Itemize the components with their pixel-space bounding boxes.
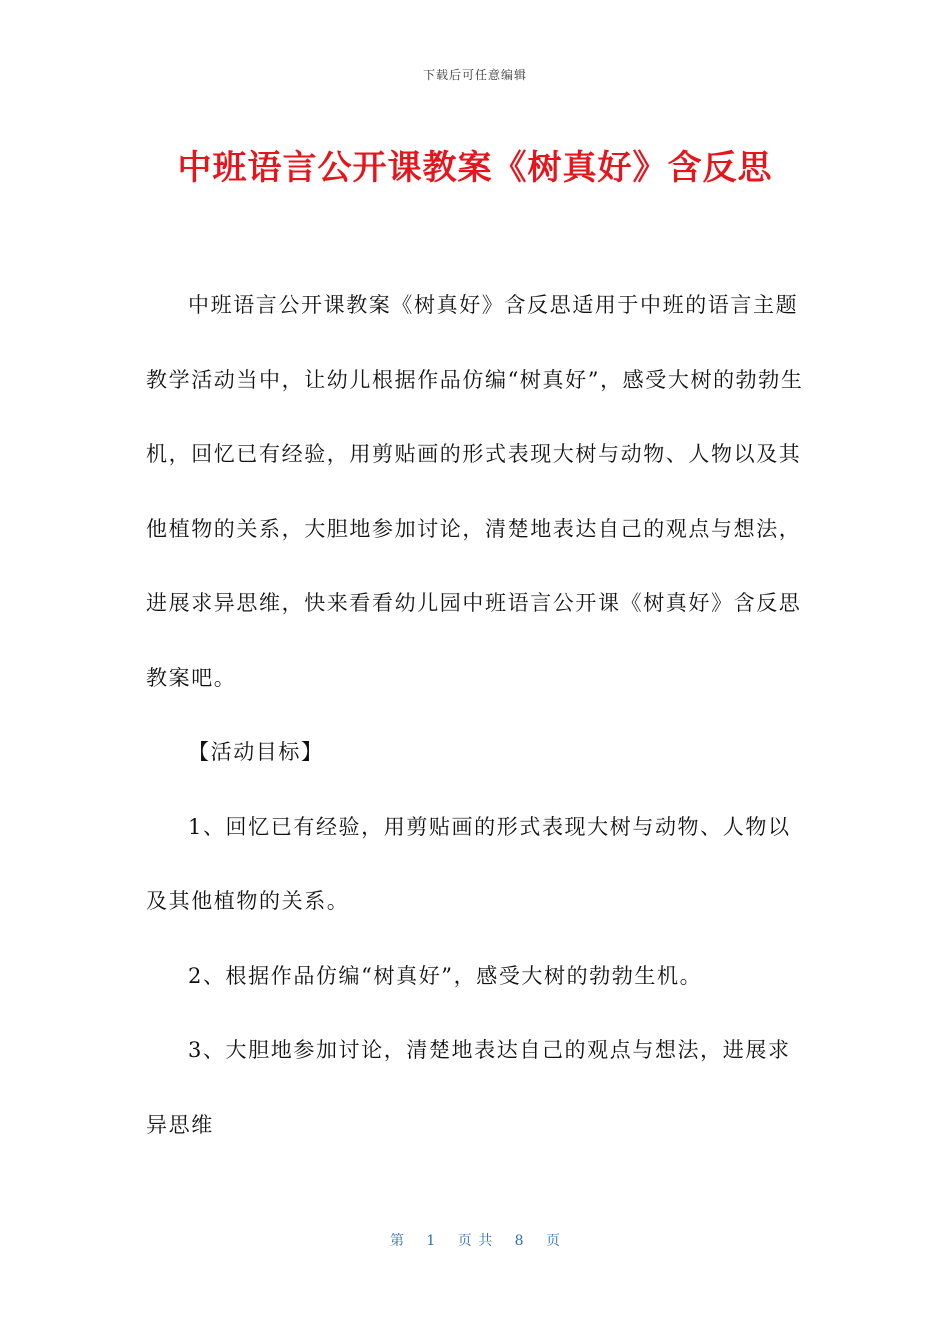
footer-current-page: 1	[426, 1233, 436, 1249]
goal-item-1: 1、回忆已有经验，用剪贴画的形式表现大树与动物、人物以及其他植物的关系。	[146, 814, 791, 913]
document-title: 中班语言公开课教案《树真好》含反思	[177, 148, 773, 188]
goal-item-3: 3、大胆地参加讨论，清楚地表达自己的观点与想法，进展求异思维	[146, 1038, 791, 1137]
footer-label-pages: 页	[546, 1233, 561, 1249]
page-footer	[0, 1230, 950, 1250]
document-body	[146, 268, 806, 1162]
footer-label-page: 第	[389, 1233, 404, 1249]
goal-item-2: 2、根据作品仿编“树真好”，感受大树的勃勃生机。	[188, 963, 703, 988]
intro-paragraph: 中班语言公开课教案《树真好》含反思适用于中班的语言主题教学活动当中，让幼儿根据作品仿编“树真好”，感受大树的勃勃生机，回忆已有经验，用剪贴画的形式表现大树与动物、人物以及其他植物的关系，大胆地参加讨论，清楚地表达自己的观点与想法，进展求异思维，快来看看幼儿园中班语言公开课《树真好》含反思教案吧。	[146, 293, 804, 690]
section-heading-activity-goals: 【活动目标】	[188, 740, 324, 764]
header-note: 下载后可任意编辑	[422, 68, 527, 82]
footer-total-pages: 8	[514, 1233, 524, 1249]
footer-label-of: 页 共	[457, 1233, 493, 1249]
